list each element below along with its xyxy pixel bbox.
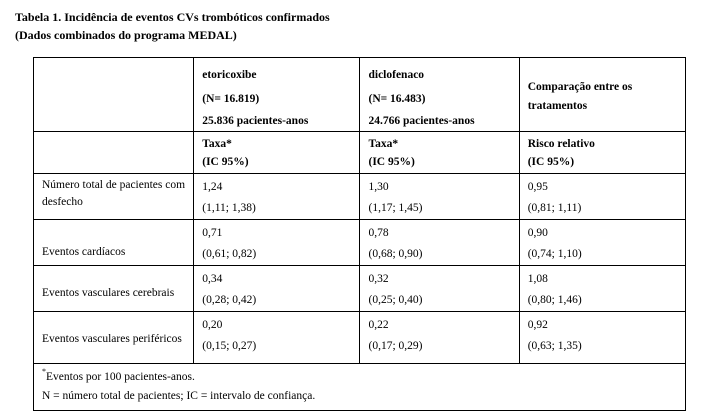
etoricoxibe-taxa-label: Taxa*: [202, 138, 232, 150]
header-empty-cell: [34, 58, 194, 132]
etoricoxibe-rate: 0,20: [202, 319, 223, 331]
relative-risk-ci: (0,74; 1,10): [527, 248, 582, 260]
etoricoxibe-rate: 0,34: [202, 273, 223, 285]
etoricoxibe-rate: 1,24: [202, 181, 223, 193]
subheader-risco: [519, 132, 685, 174]
relative-risk-ci: (0,81; 1,11): [527, 202, 582, 214]
table-title: [15, 8, 330, 44]
etoricoxibe-ci: (0,15; 0,27): [202, 340, 257, 352]
header-etoricoxibe: [194, 58, 360, 132]
diclofenaco-ci: (0,25; 0,40): [368, 294, 423, 306]
diclofenaco-ci: (0,17; 0,29): [368, 340, 423, 352]
subheader-etoricoxibe: [194, 132, 360, 174]
relative-risk: 0,90: [527, 227, 548, 239]
title-line-1: Tabela 1. Incidência de eventos CVs trombóticos confirmados: [15, 10, 330, 24]
etoricoxibe-name: etoricoxibe: [202, 69, 257, 81]
risco-ic-label: (IC 95%): [527, 156, 575, 168]
subheader-diclofenaco: [360, 132, 519, 174]
etoricoxibe-ci: (0,61; 0,82): [202, 248, 257, 260]
table-row: [34, 220, 686, 266]
footnote-row: [34, 364, 686, 411]
footnote-line-2: N = número total de pacientes; IC = intervalo de confiança.: [42, 390, 316, 402]
diclofenaco-taxa-label: Taxa*: [368, 138, 399, 150]
relative-risk: 0,95: [527, 181, 548, 193]
header-row: [34, 58, 686, 132]
relative-risk: 1,08: [527, 273, 548, 285]
diclofenaco-ic-label: (IC 95%): [368, 156, 415, 168]
diclofenaco-ci: (1,17; 1,45): [368, 202, 423, 214]
diclofenaco-name: diclofenaco: [368, 69, 425, 81]
relative-risk: 0,92: [527, 319, 548, 331]
risco-relativo-label: Risco relativo: [527, 138, 595, 150]
results-table: [33, 57, 686, 411]
footnote-line-1: [42, 368, 685, 387]
title-line-2: (Dados combinados do programa MEDAL): [15, 28, 237, 42]
header-comparacao: [519, 58, 685, 132]
diclofenaco-pacientes-anos: 24.766 pacientes-anos: [368, 115, 475, 127]
etoricoxibe-rate: 0,71: [202, 227, 223, 239]
row-label: Eventos cardíacos: [42, 246, 126, 258]
diclofenaco-rate: 0,22: [368, 319, 389, 331]
diclofenaco-rate: 1,30: [368, 181, 389, 193]
row-label: Número total de pacientes com desfecho: [42, 179, 186, 208]
etoricoxibe-ic-label: (IC 95%): [202, 156, 249, 168]
diclofenaco-rate: 0,78: [368, 227, 389, 239]
table-row: [34, 174, 686, 220]
relative-risk-ci: (0,63; 1,35): [527, 340, 582, 352]
relative-risk-ci: (0,80; 1,46): [527, 294, 582, 306]
etoricoxibe-ci: (0,28; 0,42): [202, 294, 257, 306]
footnote-mark: *: [42, 367, 46, 376]
row-label: Eventos vasculares periféricos: [42, 333, 182, 345]
comparacao-label: Comparação entre os tratamentos: [527, 81, 633, 112]
etoricoxibe-ci: (1,11; 1,38): [202, 202, 256, 214]
table-row: [34, 266, 686, 312]
etoricoxibe-pacientes-anos: 25.836 pacientes-anos: [202, 115, 309, 127]
diclofenaco-rate: 0,32: [368, 273, 389, 285]
diclofenaco-ci: (0,68; 0,90): [368, 248, 423, 260]
footnote-text-1: Eventos por 100 pacientes-anos.: [46, 371, 195, 383]
etoricoxibe-n: (N= 16.819): [202, 93, 260, 105]
subheader-empty-cell: [34, 132, 194, 174]
row-label: Eventos vasculares cerebrais: [42, 287, 175, 299]
subheader-row: [34, 132, 686, 174]
table-row: [34, 312, 686, 364]
diclofenaco-n: (N= 16.483): [368, 93, 426, 105]
header-diclofenaco: [360, 58, 519, 132]
